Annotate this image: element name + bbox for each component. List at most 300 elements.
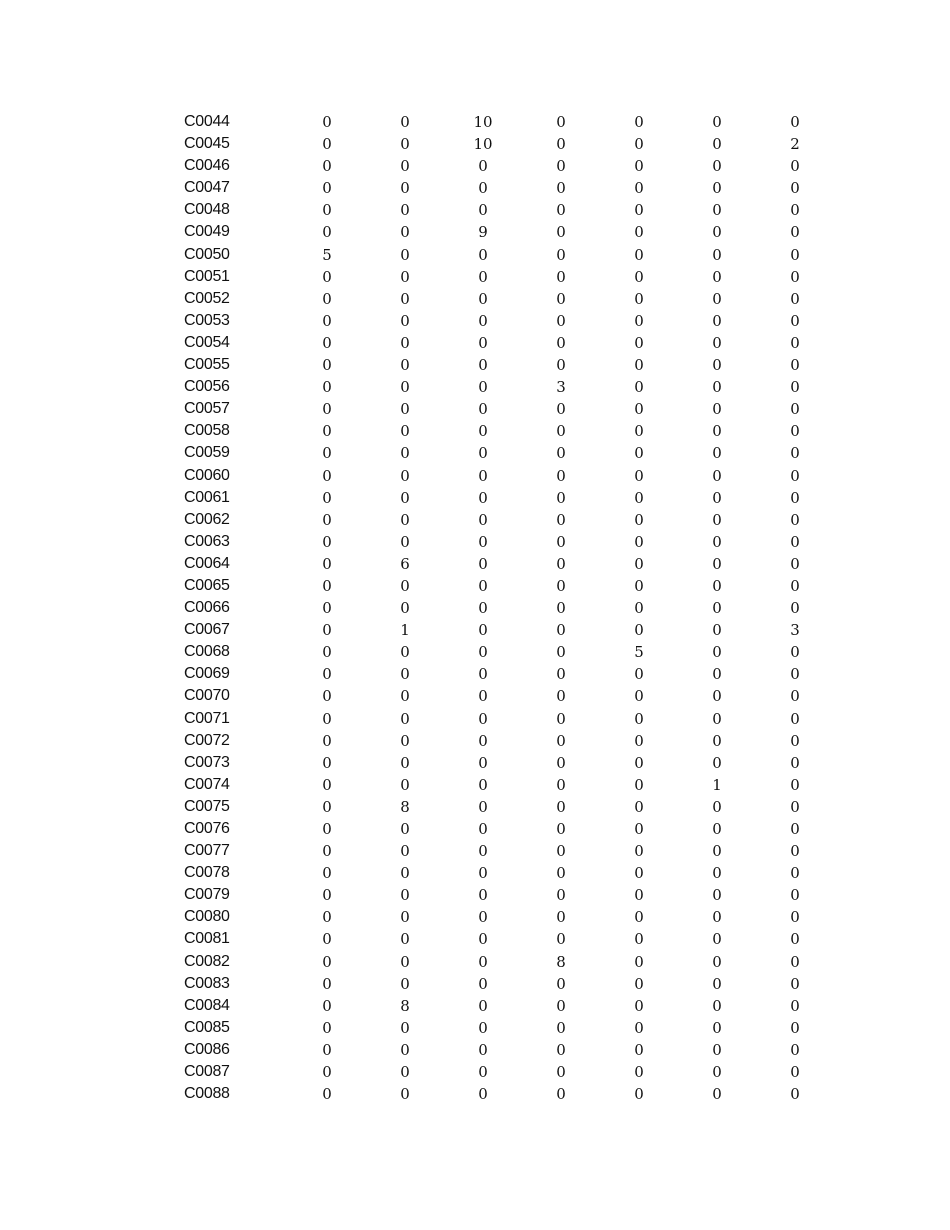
- value-cell: 0: [634, 1040, 644, 1059]
- value-cell: 0: [712, 621, 722, 640]
- value-cell: 0: [478, 753, 488, 772]
- value-cell: 0: [478, 245, 488, 264]
- value-cell: 0: [322, 400, 332, 419]
- value-cell: 0: [712, 687, 722, 706]
- table-row: [184, 973, 834, 995]
- value-cell: 0: [400, 820, 410, 838]
- value-cell: 0: [400, 952, 410, 971]
- value-cell: 0: [712, 466, 722, 485]
- value-cell: 0: [634, 599, 644, 618]
- row-id-cell: C0051: [184, 267, 230, 285]
- row-id-cell: C0049: [184, 223, 230, 241]
- table-row: [184, 398, 834, 420]
- value-cell: 0: [712, 952, 722, 971]
- value-cell: 0: [634, 1085, 644, 1104]
- row-id-cell: C0072: [184, 731, 230, 749]
- value-cell: 0: [478, 201, 488, 220]
- value-cell: 0: [556, 643, 566, 662]
- value-cell: 0: [790, 510, 800, 529]
- value-cell: 8: [400, 996, 410, 1015]
- row-id-cell: C0079: [184, 886, 230, 904]
- value-cell: 8: [400, 797, 410, 816]
- value-cell: 0: [400, 179, 410, 198]
- value-cell: 0: [322, 223, 332, 242]
- table-row: [184, 663, 834, 685]
- row-id-cell: C0080: [184, 908, 230, 926]
- value-cell: 0: [634, 709, 644, 728]
- value-cell: 0: [712, 974, 722, 993]
- value-cell: 0: [556, 1063, 566, 1082]
- value-cell: 0: [712, 842, 722, 861]
- value-cell: 0: [400, 576, 410, 595]
- value-cell: 0: [400, 510, 410, 529]
- table-body: [184, 111, 834, 1105]
- value-cell: 0: [556, 974, 566, 993]
- value-cell: 0: [478, 532, 488, 551]
- value-cell: 0: [712, 201, 722, 220]
- value-cell: 0: [712, 864, 722, 883]
- table-row: [184, 752, 834, 774]
- value-cell: 0: [634, 930, 644, 949]
- value-cell: 0: [556, 554, 566, 573]
- row-id-cell: C0060: [184, 466, 230, 484]
- value-cell: 0: [712, 289, 722, 308]
- value-cell: 0: [322, 842, 332, 861]
- row-id-cell: C0086: [184, 1040, 230, 1058]
- value-cell: 0: [712, 1040, 722, 1059]
- value-cell: 0: [556, 621, 566, 640]
- value-cell: 0: [556, 1040, 566, 1059]
- value-cell: 0: [790, 820, 800, 838]
- table-row: [184, 111, 834, 133]
- value-cell: 0: [634, 378, 644, 397]
- row-id-cell: C0068: [184, 643, 230, 661]
- value-cell: 0: [634, 488, 644, 507]
- value-cell: 0: [634, 974, 644, 993]
- value-cell: 0: [478, 422, 488, 441]
- value-cell: 0: [790, 422, 800, 441]
- value-cell: 0: [478, 289, 488, 308]
- value-cell: 0: [322, 1085, 332, 1104]
- value-cell: 0: [634, 952, 644, 971]
- table-row: [184, 266, 834, 288]
- value-cell: 0: [634, 753, 644, 772]
- value-cell: 0: [712, 510, 722, 529]
- value-cell: 0: [790, 444, 800, 463]
- row-id-cell: C0075: [184, 797, 230, 815]
- value-cell: 0: [634, 201, 644, 220]
- value-cell: 0: [712, 1018, 722, 1037]
- value-cell: 0: [556, 842, 566, 861]
- value-cell: 0: [478, 356, 488, 375]
- value-cell: 0: [556, 356, 566, 375]
- value-cell: 0: [712, 488, 722, 507]
- value-cell: 0: [322, 930, 332, 949]
- row-id-cell: C0077: [184, 842, 230, 860]
- value-cell: 0: [400, 267, 410, 286]
- value-cell: 0: [322, 576, 332, 595]
- value-cell: 0: [478, 930, 488, 949]
- value-cell: 0: [634, 864, 644, 883]
- value-cell: 0: [478, 687, 488, 706]
- value-cell: 0: [712, 157, 722, 176]
- value-cell: 0: [790, 599, 800, 618]
- value-cell: 0: [322, 974, 332, 993]
- table-row: [184, 685, 834, 707]
- value-cell: 0: [400, 444, 410, 463]
- row-id-cell: C0088: [184, 1085, 230, 1103]
- value-cell: 0: [400, 289, 410, 308]
- value-cell: 0: [478, 1040, 488, 1059]
- value-cell: 0: [478, 444, 488, 463]
- value-cell: 0: [790, 400, 800, 419]
- value-cell: 0: [790, 113, 800, 131]
- value-cell: 0: [712, 576, 722, 595]
- value-cell: 0: [322, 864, 332, 883]
- value-cell: 0: [790, 1018, 800, 1037]
- value-cell: 0: [712, 554, 722, 573]
- value-cell: 0: [322, 510, 332, 529]
- value-cell: 0: [556, 179, 566, 198]
- row-id-cell: C0050: [184, 245, 230, 263]
- value-cell: 0: [478, 157, 488, 176]
- value-cell: 0: [790, 378, 800, 397]
- value-cell: 0: [322, 643, 332, 662]
- value-cell: 0: [478, 842, 488, 861]
- value-cell: 0: [478, 974, 488, 993]
- value-cell: 0: [790, 886, 800, 905]
- value-cell: 0: [556, 665, 566, 684]
- value-cell: 0: [556, 267, 566, 286]
- value-cell: 0: [712, 731, 722, 750]
- value-cell: 0: [634, 135, 644, 154]
- value-cell: 0: [556, 775, 566, 794]
- value-cell: 0: [322, 820, 332, 838]
- value-cell: 0: [790, 1063, 800, 1082]
- value-cell: 0: [790, 908, 800, 927]
- value-cell: 0: [712, 113, 722, 131]
- value-cell: 0: [712, 267, 722, 286]
- value-cell: 0: [322, 886, 332, 905]
- row-id-cell: C0085: [184, 1018, 230, 1036]
- row-id-cell: C0054: [184, 333, 230, 351]
- value-cell: 0: [790, 223, 800, 242]
- value-cell: 0: [400, 864, 410, 883]
- value-cell: 0: [634, 554, 644, 573]
- value-cell: 0: [790, 864, 800, 883]
- value-cell: 0: [322, 908, 332, 927]
- value-cell: 0: [634, 797, 644, 816]
- table-row: [184, 619, 834, 641]
- value-cell: 0: [400, 886, 410, 905]
- row-id-cell: C0062: [184, 510, 230, 528]
- value-cell: 0: [322, 687, 332, 706]
- value-cell: 0: [322, 1063, 332, 1082]
- value-cell: 0: [790, 201, 800, 220]
- value-cell: 0: [556, 400, 566, 419]
- value-cell: 0: [478, 1085, 488, 1104]
- table-row: [184, 708, 834, 730]
- value-cell: 0: [478, 709, 488, 728]
- value-cell: 0: [556, 201, 566, 220]
- table-row: [184, 487, 834, 509]
- value-cell: 0: [634, 532, 644, 551]
- row-id-cell: C0084: [184, 996, 230, 1014]
- value-cell: 0: [790, 466, 800, 485]
- value-cell: 2: [790, 135, 800, 154]
- value-cell: 0: [634, 245, 644, 264]
- value-cell: 0: [634, 311, 644, 330]
- value-cell: 0: [478, 864, 488, 883]
- value-cell: 0: [790, 333, 800, 352]
- value-cell: 0: [712, 444, 722, 463]
- value-cell: 0: [478, 488, 488, 507]
- value-cell: 0: [400, 356, 410, 375]
- value-cell: 0: [322, 952, 332, 971]
- value-cell: 0: [322, 422, 332, 441]
- value-cell: 0: [712, 378, 722, 397]
- value-cell: 0: [556, 820, 566, 838]
- value-cell: 0: [322, 466, 332, 485]
- value-cell: 0: [790, 1085, 800, 1104]
- value-cell: 0: [790, 554, 800, 573]
- value-cell: 0: [790, 731, 800, 750]
- value-cell: 0: [634, 267, 644, 286]
- value-cell: 0: [322, 444, 332, 463]
- value-cell: 0: [634, 576, 644, 595]
- row-id-cell: C0083: [184, 974, 230, 992]
- value-cell: 0: [634, 886, 644, 905]
- value-cell: 0: [478, 1018, 488, 1037]
- value-cell: 0: [322, 797, 332, 816]
- row-id-cell: C0087: [184, 1063, 230, 1081]
- value-cell: 0: [790, 952, 800, 971]
- value-cell: 0: [478, 378, 488, 397]
- data-table-container: [184, 111, 824, 1105]
- value-cell: 0: [634, 621, 644, 640]
- value-cell: 0: [634, 333, 644, 352]
- table-row: [184, 177, 834, 199]
- value-cell: 0: [712, 532, 722, 551]
- value-cell: 0: [400, 687, 410, 706]
- value-cell: 0: [322, 532, 332, 551]
- value-cell: 0: [712, 665, 722, 684]
- value-cell: 5: [634, 643, 644, 662]
- value-cell: 0: [556, 1018, 566, 1037]
- value-cell: 0: [634, 356, 644, 375]
- value-cell: 0: [478, 179, 488, 198]
- row-id-cell: C0057: [184, 400, 230, 418]
- table-row: [184, 420, 834, 442]
- row-id-cell: C0074: [184, 775, 230, 793]
- value-cell: 0: [790, 775, 800, 794]
- value-cell: 0: [556, 864, 566, 883]
- value-cell: 0: [634, 466, 644, 485]
- value-cell: 0: [712, 753, 722, 772]
- value-cell: 0: [322, 599, 332, 618]
- value-cell: 0: [556, 886, 566, 905]
- row-id-cell: C0076: [184, 820, 230, 837]
- value-cell: 0: [322, 709, 332, 728]
- value-cell: 0: [322, 267, 332, 286]
- value-cell: 0: [790, 245, 800, 264]
- table-row: [184, 884, 834, 906]
- value-cell: 0: [322, 378, 332, 397]
- value-cell: 0: [322, 731, 332, 750]
- row-id-cell: C0082: [184, 952, 230, 970]
- value-cell: 0: [400, 908, 410, 927]
- value-cell: 8: [556, 952, 566, 971]
- value-cell: 5: [322, 245, 332, 264]
- value-cell: 0: [322, 1018, 332, 1037]
- table-row: [184, 310, 834, 332]
- value-cell: 0: [712, 356, 722, 375]
- value-cell: 0: [712, 797, 722, 816]
- value-cell: 0: [478, 665, 488, 684]
- value-cell: 0: [712, 400, 722, 419]
- value-cell: 0: [556, 245, 566, 264]
- value-cell: 0: [634, 510, 644, 529]
- value-cell: 0: [790, 157, 800, 176]
- row-id-cell: C0073: [184, 753, 230, 771]
- value-cell: 0: [478, 554, 488, 573]
- value-cell: 0: [712, 422, 722, 441]
- value-cell: 0: [634, 820, 644, 838]
- value-cell: 0: [400, 842, 410, 861]
- value-cell: 0: [322, 113, 332, 131]
- value-cell: 0: [712, 1085, 722, 1104]
- row-id-cell: C0055: [184, 356, 230, 374]
- value-cell: 0: [478, 576, 488, 595]
- row-id-cell: C0058: [184, 422, 230, 440]
- value-cell: 0: [790, 842, 800, 861]
- value-cell: 0: [634, 731, 644, 750]
- value-cell: 0: [556, 466, 566, 485]
- value-cell: 0: [712, 886, 722, 905]
- row-id-cell: C0047: [184, 179, 230, 197]
- value-cell: 0: [322, 621, 332, 640]
- value-cell: 3: [556, 378, 566, 397]
- value-cell: 0: [790, 996, 800, 1015]
- value-cell: 0: [400, 731, 410, 750]
- value-cell: 0: [790, 576, 800, 595]
- table-row: [184, 465, 834, 487]
- value-cell: 0: [400, 333, 410, 352]
- value-cell: 0: [322, 311, 332, 330]
- value-cell: 0: [322, 775, 332, 794]
- value-cell: 0: [712, 311, 722, 330]
- value-cell: 0: [400, 201, 410, 220]
- value-cell: 0: [790, 797, 800, 816]
- value-cell: 0: [478, 510, 488, 529]
- value-cell: 1: [400, 621, 410, 640]
- value-cell: 0: [400, 974, 410, 993]
- value-cell: 0: [400, 488, 410, 507]
- value-cell: 0: [556, 113, 566, 131]
- table-row: [184, 288, 834, 310]
- value-cell: 0: [790, 974, 800, 993]
- value-cell: 0: [478, 400, 488, 419]
- value-cell: 0: [556, 223, 566, 242]
- table-row: [184, 597, 834, 619]
- value-cell: 0: [478, 775, 488, 794]
- table-row: [184, 133, 834, 155]
- value-cell: 0: [634, 1063, 644, 1082]
- value-cell: 0: [712, 930, 722, 949]
- value-cell: 0: [478, 621, 488, 640]
- table-row: [184, 951, 834, 973]
- value-cell: 0: [478, 333, 488, 352]
- row-id-cell: C0069: [184, 665, 230, 683]
- value-cell: 0: [790, 753, 800, 772]
- value-cell: 0: [400, 378, 410, 397]
- value-cell: 0: [400, 643, 410, 662]
- value-cell: 0: [712, 245, 722, 264]
- value-cell: 0: [556, 576, 566, 595]
- value-cell: 0: [400, 157, 410, 176]
- value-cell: 0: [478, 643, 488, 662]
- value-cell: 0: [556, 1085, 566, 1104]
- value-cell: 0: [790, 930, 800, 949]
- value-cell: 0: [790, 687, 800, 706]
- table-row: [184, 354, 834, 376]
- value-cell: 0: [556, 687, 566, 706]
- value-cell: 0: [556, 599, 566, 618]
- value-cell: 0: [478, 311, 488, 330]
- value-cell: 0: [712, 333, 722, 352]
- value-cell: 0: [400, 466, 410, 485]
- value-cell: 0: [634, 444, 644, 463]
- table-row: [184, 774, 834, 796]
- value-cell: 0: [634, 1018, 644, 1037]
- value-cell: 10: [473, 113, 493, 131]
- table-row: [184, 862, 834, 884]
- value-cell: 0: [556, 510, 566, 529]
- value-cell: 0: [322, 179, 332, 198]
- row-id-cell: C0053: [184, 311, 230, 329]
- value-cell: 0: [478, 996, 488, 1015]
- row-id-cell: C0078: [184, 864, 230, 882]
- value-cell: 0: [478, 1063, 488, 1082]
- value-cell: 0: [400, 1085, 410, 1104]
- value-cell: 0: [712, 599, 722, 618]
- value-cell: 0: [634, 842, 644, 861]
- row-id-cell: C0081: [184, 930, 230, 948]
- value-cell: 0: [478, 797, 488, 816]
- table-row: [184, 531, 834, 553]
- value-cell: 10: [473, 135, 493, 154]
- value-cell: 0: [556, 311, 566, 330]
- value-cell: 0: [790, 665, 800, 684]
- row-id-cell: C0045: [184, 135, 230, 153]
- value-cell: 0: [400, 753, 410, 772]
- value-cell: 0: [556, 908, 566, 927]
- value-cell: 0: [322, 488, 332, 507]
- value-cell: 0: [322, 554, 332, 573]
- value-cell: 0: [322, 356, 332, 375]
- value-cell: 0: [322, 157, 332, 176]
- value-cell: 0: [634, 179, 644, 198]
- value-cell: 0: [634, 289, 644, 308]
- value-cell: 0: [478, 952, 488, 971]
- value-cell: 0: [556, 289, 566, 308]
- value-cell: 0: [712, 820, 722, 838]
- table-row: [184, 641, 834, 663]
- value-cell: 0: [478, 599, 488, 618]
- value-cell: 0: [634, 157, 644, 176]
- row-id-cell: C0063: [184, 532, 230, 550]
- value-cell: 0: [400, 113, 410, 131]
